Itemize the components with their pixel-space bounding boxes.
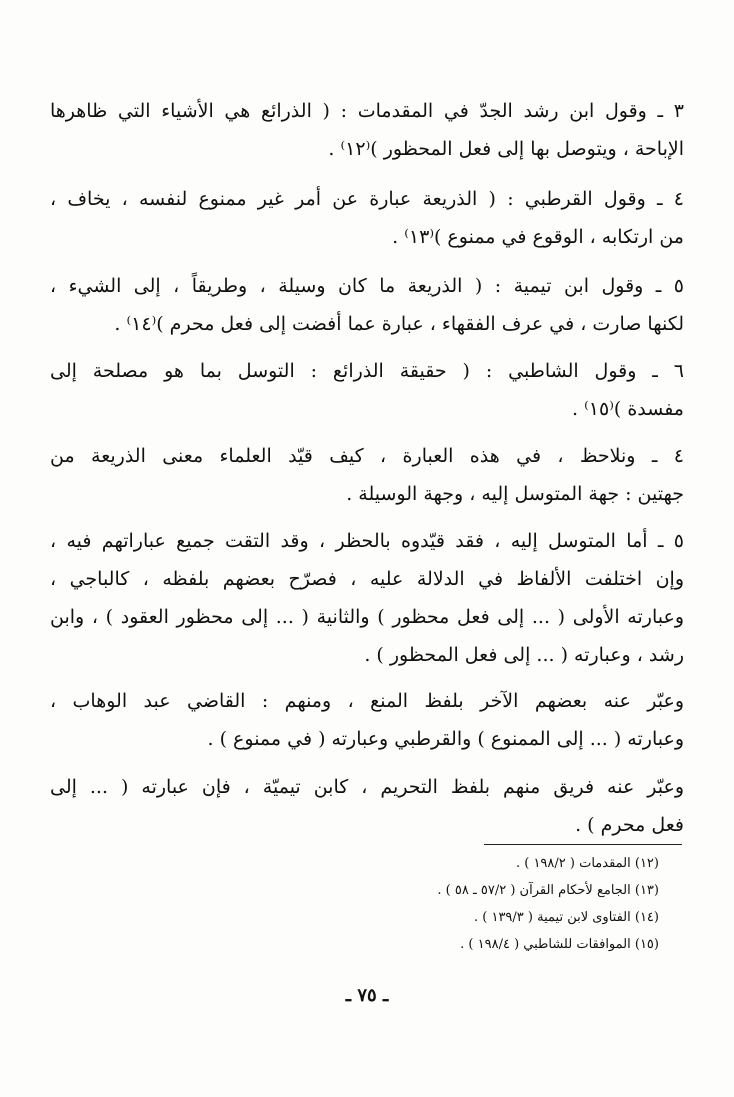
text-line: لكنها صارت ، في عرف الفقهاء ، عبارة عما أفضت إلى فعل محرم )⁽١٤⁾ .	[114, 313, 684, 335]
footnote-14: (١٤) الفتاوى لابن تيمية ( ١٣٩/٣ ) .	[474, 910, 659, 925]
paragraph-mutawassal	[50, 522, 684, 674]
text-line: فعل محرم ) .	[575, 814, 684, 836]
text-line: جهتين : جهة المتوسل إليه ، وجهة الوسيلة .	[346, 483, 684, 505]
text-line: ٣ ـ وقول ابن رشد الجدّ في المقدمات : ( الذرائع هي الأشياء التي ظاهرها	[50, 100, 684, 122]
text-line: مفسدة )⁽١٥⁾ .	[572, 398, 684, 420]
paragraph-qurtubi	[50, 180, 684, 256]
paragraph-shatibi	[50, 352, 684, 428]
text-line: وعبارته ( ... إلى الممنوع ) والقرطبي وعبارته ( في ممنوع ) .	[207, 728, 684, 750]
text-line: ٥ ـ وقول ابن تيمية : ( الذريعة ما كان وسيلة ، وطريقاً ، إلى الشيء ،	[50, 275, 684, 297]
text-line: الإباحة ، ويتوصل بها إلى فعل المحظور )⁽١٢⁾ .	[328, 138, 684, 160]
footnote-13: (١٣) الجامع لأحكام القرآن ( ٥٧/٢ ـ ٥٨ ) .	[437, 883, 659, 898]
text-line: ٦ ـ وقول الشاطبي : ( حقيقة الذرائع : التوسل بما هو مصلحة إلى	[50, 360, 684, 382]
footnote-15: (١٥) الموافقات للشاطبي ( ١٩٨/٤ ) .	[460, 937, 659, 952]
footnote-divider	[484, 844, 682, 845]
text-line: وإن اختلفت الألفاظ في الدلالة عليه ، فصرّح بعضهم بلفظه ، كالباجي ،	[50, 568, 684, 590]
paragraph-man	[50, 682, 684, 758]
text-line: وعبارته الأولى ( ... إلى فعل محظور ) والثانية ( ... إلى محظور العقود ) ، وابن	[50, 606, 684, 628]
text-line: ٥ ـ أما المتوسل إليه ، فقد قيّدوه بالحظر ، وقد التقت جميع عباراتهم فيه ،	[50, 530, 684, 552]
paragraph-ibn-rushd	[50, 92, 684, 168]
paragraph-ibn-taymiyya	[50, 267, 684, 343]
text-line: رشد ، وعبارته ( ... إلى فعل المحظور ) .	[364, 644, 684, 666]
paragraph-tahrim	[50, 768, 684, 844]
text-line: وعبّر عنه فريق منهم بلفظ التحريم ، كابن تيميّة ، فإن عبارته ( ... إلى	[50, 776, 684, 798]
text-line: من ارتكابه ، الوقوع في ممنوع )⁽١٣⁾ .	[392, 226, 684, 248]
page-number: ـ ٧٥ ـ	[345, 985, 389, 1006]
text-line: ٤ ـ وقول القرطبي : ( الذريعة عبارة عن أمر غير ممنوع لنفسه ، يخاف ،	[50, 188, 684, 210]
text-line: وعبّر عنه بعضهم الآخر بلفظ المنع ، ومنهم : القاضي عبد الوهاب ،	[50, 690, 684, 712]
text-line: ٤ ـ ونلاحظ ، في هذه العبارة ، كيف قيّد العلماء معنى الذريعة من	[50, 445, 684, 467]
footnote-12: (١٢) المقدمات ( ١٩٨/٢ ) .	[515, 856, 659, 871]
paragraph-observation	[50, 437, 684, 513]
